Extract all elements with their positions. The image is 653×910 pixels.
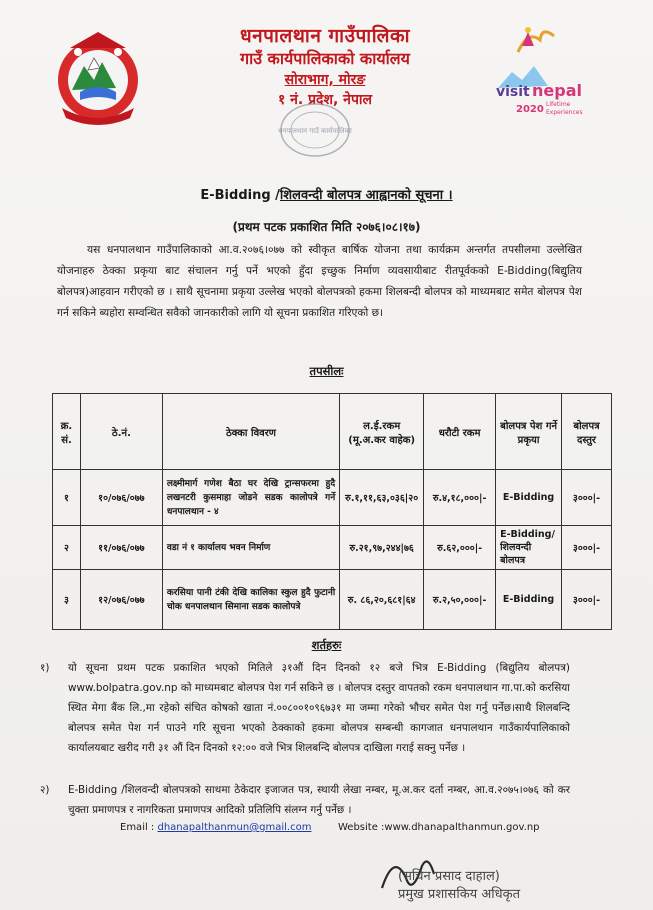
- tagline-experiences: Experiences: [546, 109, 583, 116]
- condition-text: यो सूचना प्रथम पटक प्रकाशित भएको मितिले ३१औं दिन दिनको १२ बजे भित्र E-Bidding (बिद्युतिय बोलपत्र) www.bolpatra.gov.np को माध्यमबाट बोलपत्र पेश गर्न सकिने छ । बोलपत्र दस्तुर वापतको रकम धनपालथान गा.पा.को करसिया स्थित मेगा बैंक लि.,मा रहेको संचित कोषको खाता नं.००८००१०९६७३१ मा जम्मा गरेको भौचर समेत पेश गर्नु पर्नेछ।साथै शिलबन्दि बोलपत्र समेत पेश गर्न पाउने गरि सूचना भएको ठेक्काको हकमा बोलपत्र सम्बन्धी कागजात धनपालथान गाउँकार्यपालिकाको कार्यालयबाट खरीद गरी ३१ औं दिन दिनको १२:०० वजे भित्र शिलबन्दि बोलपत्र दाखिला गराई सक्नु पर्नेछ ।: [68, 662, 570, 754]
- conditions-heading: शर्तहरुः: [311, 638, 342, 652]
- notice-title-main: शिलवन्दी बोलपत्र आह्वानको सूचना ।: [279, 188, 453, 203]
- header-deposit: धरौटी रकम: [424, 394, 496, 470]
- row-description: लक्ष्मीमार्ग गणेश बैठा घर देखि ट्रान्सफरमा हुदै लखनटरी कुसमाहा जोडने सडक कालोपत्रे गर्ने धनपालथान - ४: [162, 470, 339, 526]
- row-fee: ३०००|-: [562, 526, 612, 570]
- condition-number: २): [40, 784, 50, 796]
- visit-year: 2020: [516, 104, 544, 115]
- row-estimate: रु.२१,९७,२४४|७६: [340, 526, 424, 570]
- visit-word: visit: [496, 84, 530, 100]
- row-sn: २: [53, 526, 81, 570]
- contact-website[interactable]: Website :www.dhanapalthanmun.gov.np: [338, 822, 540, 833]
- table-row: [53, 570, 612, 630]
- condition-item: [40, 658, 570, 758]
- row-sn: ३: [53, 570, 81, 630]
- office-province: १ नं. प्रदेश, नेपाल: [277, 92, 373, 108]
- nepal-emblem-icon: [50, 28, 146, 128]
- email-label: Email :: [120, 822, 158, 833]
- nepal-word: nepal: [532, 81, 582, 100]
- table-row: [53, 526, 612, 570]
- signatory-name: (सचिन प्रसाद दाहाल): [398, 869, 500, 884]
- row-deposit: रु.२,५०,०००|-: [424, 570, 496, 630]
- row-contract-no: १२/०७६/०७७: [80, 570, 162, 630]
- row-process: E-Bidding/शिलवन्दी बोलपत्र: [496, 526, 562, 570]
- row-contract-no: १०/०७६/०७७: [80, 470, 162, 526]
- row-estimate: रु. ८६,२०,६८१|६४: [340, 570, 424, 630]
- notice-paragraph-text: यस धनपालथान गाउँपालिकाको आ.व.२०७६।०७७ को स्वीकृत बार्षिक योजना तथा कार्यक्रम अन्तर्गत तपसीलमा उल्लेखित योजनाहरु ठेक्का प्रकृया बाट संचालन गर्नु पर्ने भएको हुँदा इच्छुक निर्माण व्यवसायीबाट रीतपूर्वकको E-Bidding(बिद्युतिय बोलपत्र)आहवान गरीएको छ । साथै सूचनामा प्रकृया उल्लेख भएको बोलपत्रको हकमा शिलबन्दी बोलपत्र को माध्यमबाट समेत बोलपत्र पेश गर्न सकिने ब्यहोरा सम्वन्धित सवैको जानकारीको लागि यो सूचना प्रकाशित गरिएको छ।: [57, 244, 582, 319]
- row-sn: १: [53, 470, 81, 526]
- table-row: [53, 470, 612, 526]
- table-header-row: [53, 394, 612, 470]
- visit-nepal-logo: [488, 22, 608, 122]
- office-name: गाउँ कार्यपालिकाको कार्यालय: [240, 49, 410, 68]
- row-description: करसिया पानी टंकी देखि कालिका स्कुल हुदै फुटानी चोक धनपालथान सिमाना सडक कालोपत्रे: [162, 570, 339, 630]
- row-fee: ३०००|-: [562, 470, 612, 526]
- notice-subtitle: (प्रथम पटक प्रकाशित मिति २०७६।०८।१७): [232, 220, 421, 234]
- contracts-table: [52, 393, 612, 630]
- notice-paragraph: [57, 240, 582, 324]
- header-contract-no: ठे.नं.: [80, 394, 162, 470]
- condition-text: E-Bidding /शिलवन्दी बोलपत्रको साथमा ठेकेदार इजाजत पत्र, स्थायी लेखा नम्बर, मू.अ.कर दर्ता नम्बर, आ.व.२०७५।०७६ को कर चुक्ता प्रमाणपत्र र नागरिकता प्रमाणपत्र आदिको प्रतिलिपि संलग्न गर्नु पर्नेछ ।: [68, 784, 570, 816]
- row-deposit: रु.६२,०००|-: [424, 526, 496, 570]
- office-stamp-icon: [265, 100, 365, 160]
- row-estimate: रु.१,११,६३,०३६|२०: [340, 470, 424, 526]
- condition-item: [40, 780, 570, 820]
- stamp-text: धनपालथान गाउँ कार्यपालिका: [278, 127, 352, 135]
- signatory-title: प्रमुख प्रशासकिय अधिकृत: [398, 887, 521, 902]
- contact-email: [120, 822, 311, 833]
- header-estimate: ल.ई.रकम (मू.अ.कर वाहेक): [340, 394, 424, 470]
- condition-number: १): [40, 662, 50, 674]
- notice-title-prefix: E-Bidding /: [200, 188, 280, 203]
- row-description: वडा नं १ कार्यालय भवन निर्माण: [162, 526, 339, 570]
- tagline-lifetime: Lifetime: [546, 101, 571, 108]
- header-sn: क्र. सं.: [53, 394, 81, 470]
- municipality-name: धनपालथान गाउँपालिका: [239, 25, 411, 47]
- row-process: E-Bidding: [496, 570, 562, 630]
- office-header: [150, 24, 500, 110]
- row-fee: ३०००|-: [562, 570, 612, 630]
- header-process: बोलपत्र पेश गर्ने प्रकृया: [496, 394, 562, 470]
- row-process: E-Bidding: [496, 470, 562, 526]
- email-link[interactable]: dhanapalthanmun@gmail.com: [157, 822, 312, 833]
- row-contract-no: ११/०७६/०७७: [80, 526, 162, 570]
- office-location: सोराभाग, मोरङ: [284, 72, 366, 88]
- header-description: ठेक्का विवरण: [162, 394, 339, 470]
- header-fee: बोलपत्र दस्तुर: [562, 394, 612, 470]
- notice-title: [0, 185, 653, 203]
- table-heading: तपसीलः: [309, 364, 344, 378]
- row-deposit: रु.४,१८,०००|-: [424, 470, 496, 526]
